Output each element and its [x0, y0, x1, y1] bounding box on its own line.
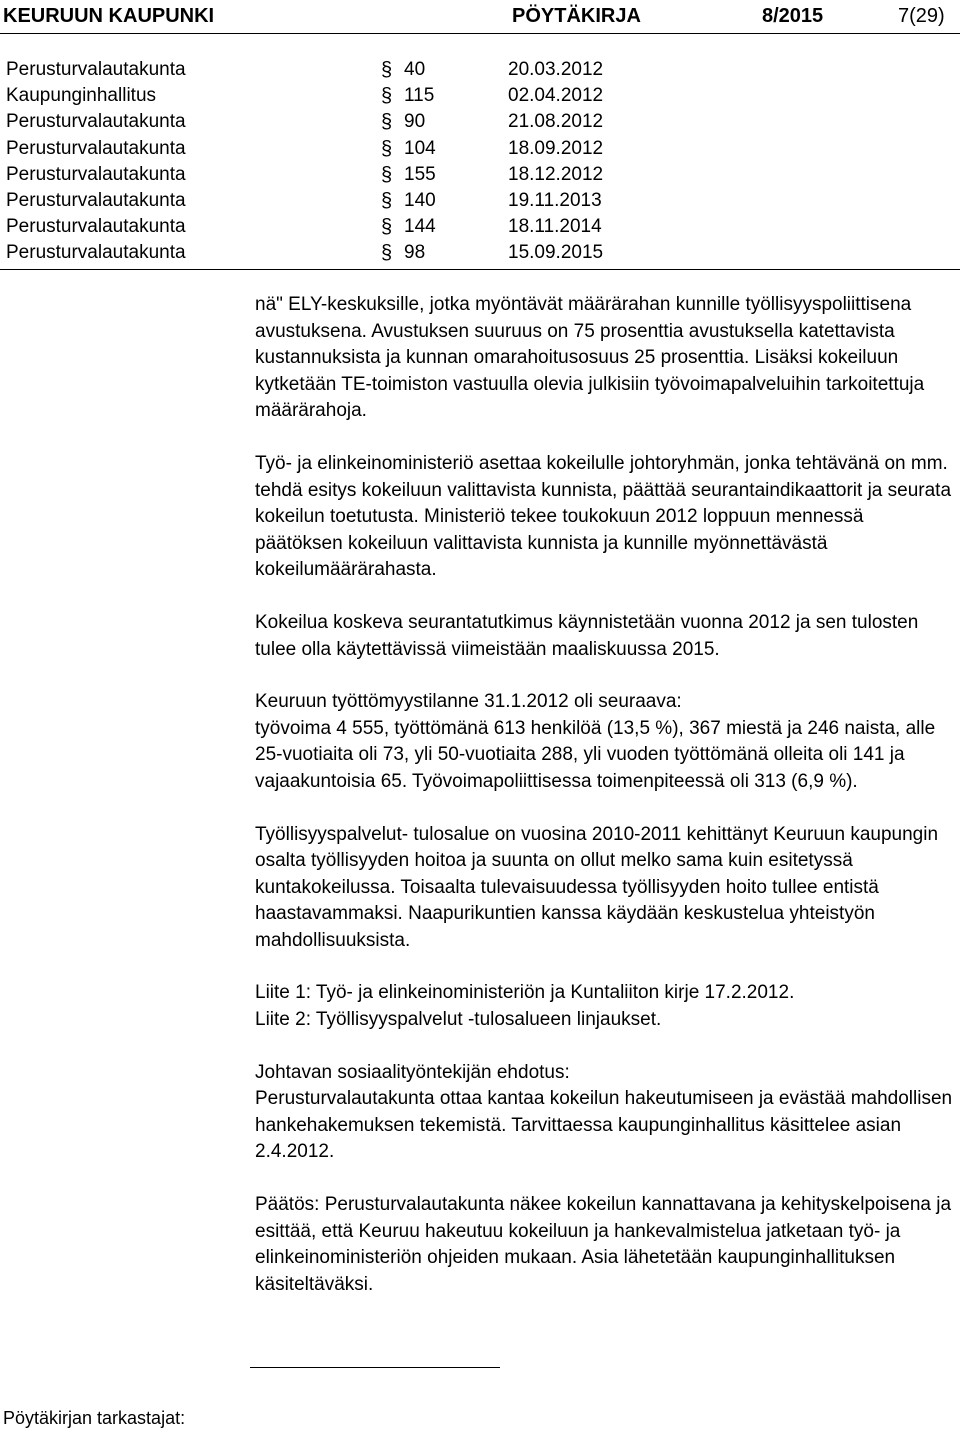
- header-divider: [0, 33, 960, 34]
- document-type: PÖYTÄKIRJA: [512, 5, 641, 27]
- section-symbol: §: [381, 59, 393, 81]
- organization-name: KEURUUN KAUPUNKI: [3, 5, 215, 27]
- page-number: 7(29): [898, 5, 945, 27]
- page-header: [0, 0, 960, 34]
- history-date: 21.08.2012: [508, 111, 604, 133]
- proposal-heading: Johtavan sosiaalityöntekijän ehdotus:: [255, 1061, 570, 1083]
- history-row: [0, 188, 960, 214]
- history-row: [0, 162, 960, 188]
- minutes-reviewers-label: Pöytäkirjan tarkastajat:: [3, 1408, 186, 1428]
- paragraph-follow-up-study: Kokeilua koskeva seurantatutkimus käynnistetään vuonna 2012 ja sen tulosten tulee olla käytettävissä viimeistään maaliskuussa 2015.: [255, 611, 919, 660]
- section-symbol: §: [381, 242, 393, 265]
- history-section-number: 98: [404, 242, 426, 264]
- paragraph-employment-services: Työllisyyspalvelut- tulosalue on vuosina 2010-2011 kehittänyt Keuruun kaupungin osalta työllisyyden hoitoa ja suunta on ollut melko sama kuin esitetyssä kuntakokeilussa. Toisaalta tulevaisuudessa työllisyyden hoito tullee entistä haastavammaksi. Naapurikuntien kanssa käydään keskustelua yhteistyön mahdollisuuksista.: [255, 823, 939, 951]
- section-symbol: §: [381, 137, 393, 160]
- section-symbol: §: [381, 163, 393, 186]
- processing-history: [0, 57, 960, 267]
- history-body: Perusturvalautakunta: [6, 216, 186, 238]
- paragraph-unemployment: työvoima 4 555, työttömänä 613 henkilöä (13,5 %), 367 miestä ja 246 naista, alle 25-vuotiaita oli 73, yli 50-vuotiaita 288, yli vuoden työttömänä olleita oli 141 ja vajaakuntoisia 65. Työvoimapoliittisessa toimenpiteessä oli 313 (6,9 %).: [255, 717, 936, 792]
- history-row: [0, 109, 960, 135]
- history-row: [0, 57, 960, 83]
- history-date: 19.11.2013: [508, 189, 602, 211]
- paragraph-proposal: Perusturvalautakunta ottaa kantaa kokeilun hakeutumiseen ja evästää mahdollisen hankehakemuksen tekemistä. Tarvittaessa kaupunginhallitus käsittelee asian 2.4.2012.: [255, 1088, 953, 1163]
- history-row: [0, 240, 960, 266]
- history-date: 18.09.2012: [508, 137, 604, 159]
- history-date: 15.09.2015: [508, 242, 604, 264]
- attachment-1: Liite 1: Työ- ja elinkeinoministeriön ja Kuntaliiton kirje 17.2.2012.: [255, 982, 795, 1004]
- paragraph-steering-group: Työ- ja elinkeinoministeriö asettaa kokeilulle johtoryhmän, jonka tehtävänä on mm. tehdä esitys kokeiluun valittavista kunnista, päättää seurantaindikaattorit ja seurata kokeilun toetutusta. Ministeriö tekee toukokuun 2012 loppuun mennessä päätöksen kokeiluun valittavista kunnista ja kunnille myönnettävästä kokeilumäärärahasta.: [255, 452, 952, 581]
- document-number: 8/2015: [762, 5, 824, 27]
- section-symbol: §: [381, 216, 393, 239]
- history-divider: [0, 269, 960, 270]
- unemployment-heading: Keuruun työttömyystilanne 31.1.2012 oli seuraava:: [255, 691, 682, 713]
- history-body: Perusturvalautakunta: [6, 163, 186, 185]
- history-section-number: 140: [404, 189, 436, 211]
- history-section-number: 104: [404, 137, 436, 159]
- history-section-number: 40: [404, 59, 426, 80]
- history-body: Perusturvalautakunta: [6, 111, 186, 133]
- history-body: Perusturvalautakunta: [6, 242, 186, 264]
- section-symbol: §: [381, 111, 393, 134]
- history-body: Perusturvalautakunta: [6, 137, 186, 159]
- history-section-number: 90: [404, 111, 426, 133]
- history-date: 18.12.2012: [508, 163, 604, 185]
- paragraph-funding: nä" ELY-keskuksille, jotka myöntävät määrärahan kunnille työllisyyspoliittisena avustuksena. Avustuksen suuruus on 75 prosenttia avustuksella katettavista kustannuksista ja kunnan omarahoitusosuus 25 prosenttia. Lisäksi kokeiluun kytketään TE-toimiston vastuulla olevia julkisiin työvoimapalveluihin tarkoitettuja määrärahoja.: [255, 294, 925, 422]
- history-row: [0, 83, 960, 109]
- section-symbol: §: [381, 189, 393, 212]
- document-body: [255, 292, 955, 1298]
- history-section-number: 155: [404, 163, 436, 185]
- history-body: Perusturvalautakunta: [6, 189, 186, 211]
- section-symbol: §: [381, 85, 393, 108]
- history-body: Perusturvalautakunta: [6, 59, 186, 80]
- history-date: 20.03.2012: [508, 59, 604, 80]
- attachment-2: Liite 2: Työllisyyspalvelut -tulosalueen linjaukset.: [255, 1009, 662, 1031]
- history-section-number: 144: [404, 216, 436, 238]
- history-date: 02.04.2012: [508, 85, 604, 107]
- history-date: 18.11.2014: [508, 216, 602, 238]
- paragraph-decision: Päätös: Perusturvalautakunta näkee kokeilun kannattavana ja kehityskelpoisena ja esittää, että Keuruu hakeutuu kokeiluun ja hankevalmistelua jatketaan työ- ja elinkeinoministeriön ohjeiden mukaan. Asia lähetetään kaupunginhallituksen käsiteltäväksi.: [255, 1194, 952, 1295]
- history-row: [0, 214, 960, 240]
- history-section-number: 115: [404, 85, 435, 107]
- history-row: [0, 136, 960, 162]
- history-body: Kaupunginhallitus: [6, 85, 157, 107]
- signature-line: [250, 1367, 500, 1368]
